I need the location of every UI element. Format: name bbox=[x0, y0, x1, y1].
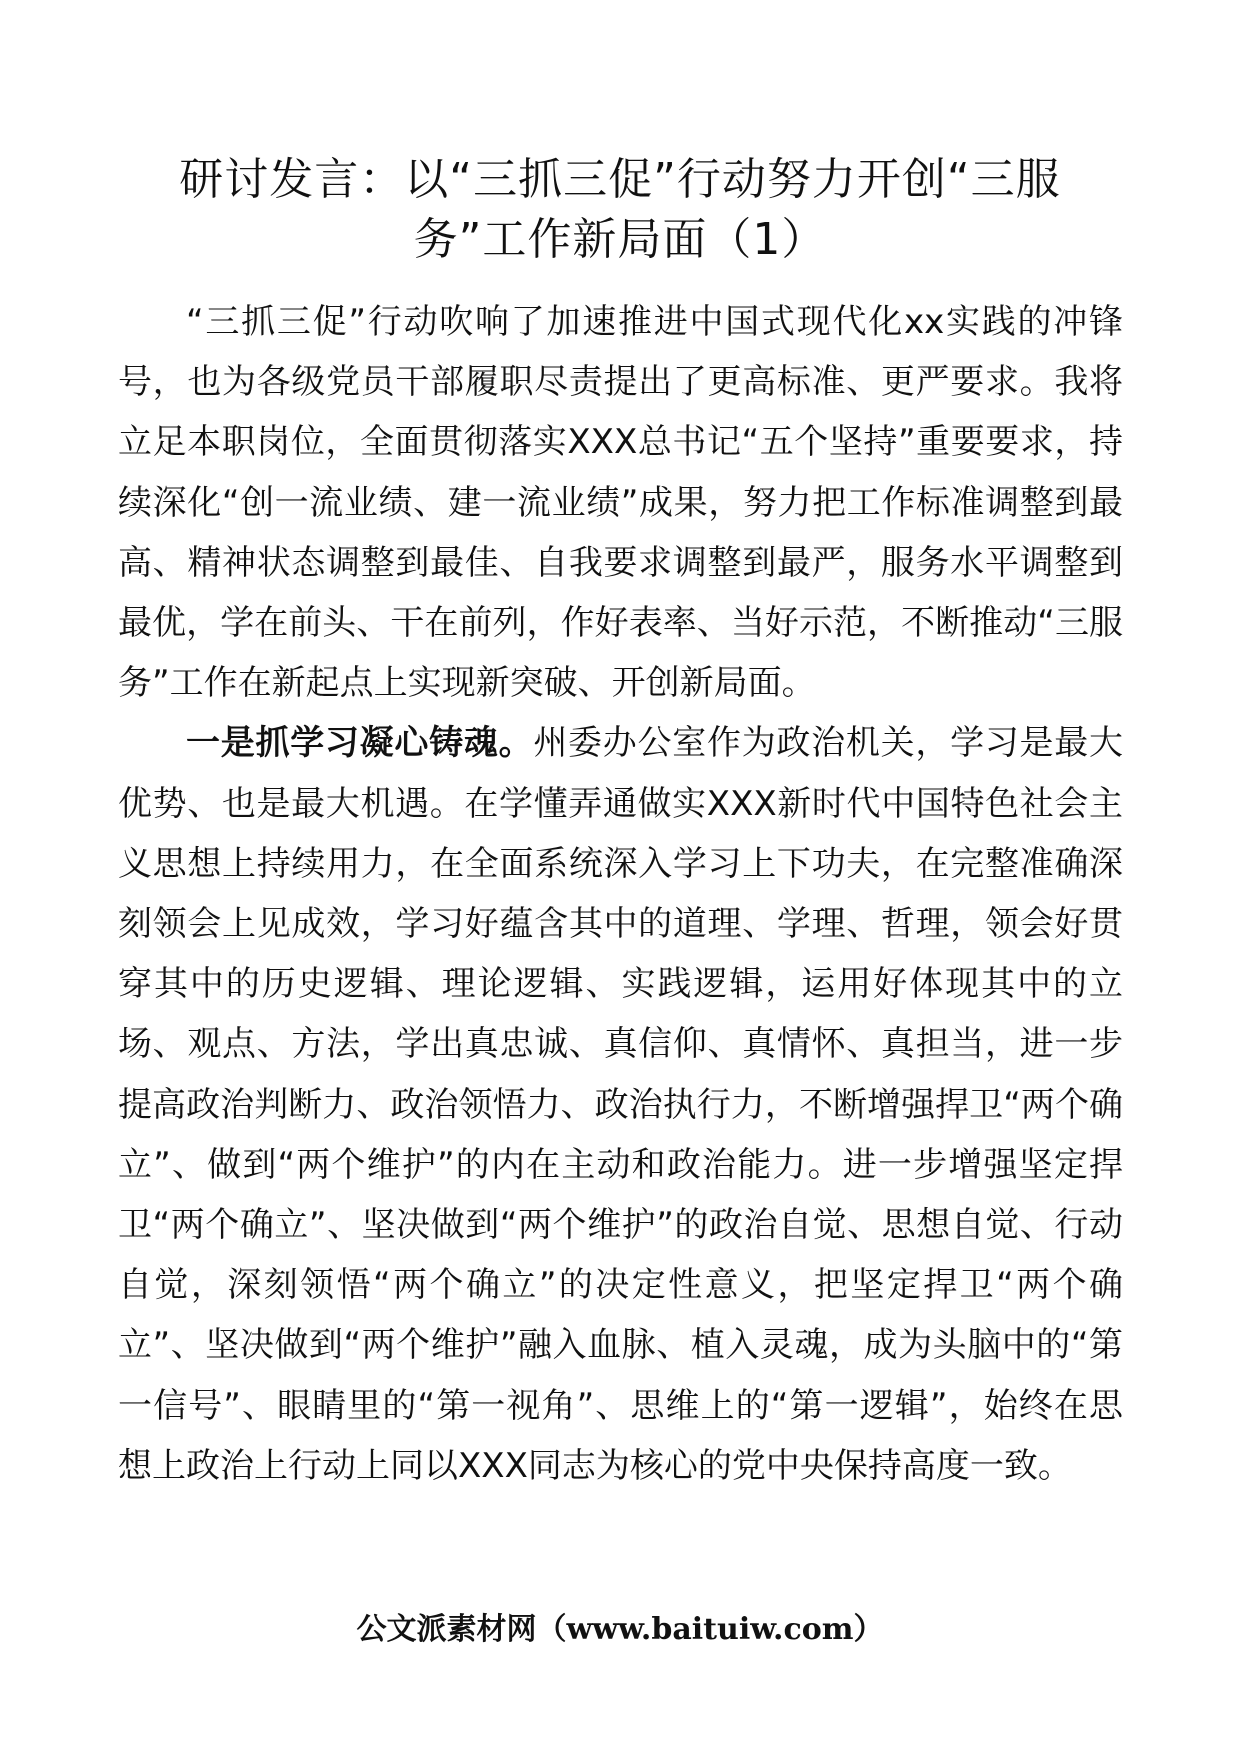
document-body bbox=[118, 292, 1123, 1496]
paragraph-text: “三抓三促”行动吹响了加速推进中国式现代化xx实践的冲锋号，也为各级党员干部履职尽责提出了更高标准、更严要求。我将立足本职岗位，全面贯彻落实XXX总书记“五个坚持”重要要求，持续深化“创一流业绩、建一流业绩”成果，努力把工作标准调整到最高、精神状态调整到最佳、自我要求调整到最严，服务水平调整到最优，学在前头、干在前列，作好表率、当好示范，不断推动“三服务”工作在新起点上实现新突破、开创新局面。 bbox=[118, 302, 1123, 704]
document-title: 研讨发言：以“三抓三促”行动努力开创“三服务”工作新局面（1） bbox=[179, 154, 1061, 265]
paragraph-lead: 一是抓学习凝心铸魂。 bbox=[186, 723, 534, 764]
source-footer: 公文派素材网（www.baituiw.com） bbox=[356, 1612, 884, 1647]
paragraph-intro bbox=[118, 292, 1123, 713]
paragraph-text: 州委办公室作为政治机关，学习是最大优势、也是最大机遇。在学懂弄通做实XXX新时代中国特色社会主义思想上持续用力，在全面系统深入学习上下功夫，在完整准确深刻领会上见成效，学习好蕴含其中的道理、学理、哲理，领会好贯穿其中的历史逻辑、理论逻辑、实践逻辑，运用好体现其中的立场、观点、方法，学出真忠诚、真信仰、真情怀、真担当，进一步提高政治判断力、政治领悟力、政治执行力，不断增强捍卫“两个确立”、做到“两个维护”的内在主动和政治能力。进一步增强坚定捍卫“两个确立”、坚决做到“两个维护”的政治自觉、思想自觉、行动自觉，深刻领悟“两个确立”的决定性意义，把坚定捍卫“两个确立”、坚决做到“两个维护”融入血脉、植入灵魂，成为头脑中的“第一信号”、眼睛里的“第一视角”、思维上的“第一逻辑”，始终在思想上政治上行动上同以XXX同志为核心的党中央保持高度一致。 bbox=[118, 723, 1124, 1486]
paragraph-study bbox=[118, 713, 1123, 1496]
